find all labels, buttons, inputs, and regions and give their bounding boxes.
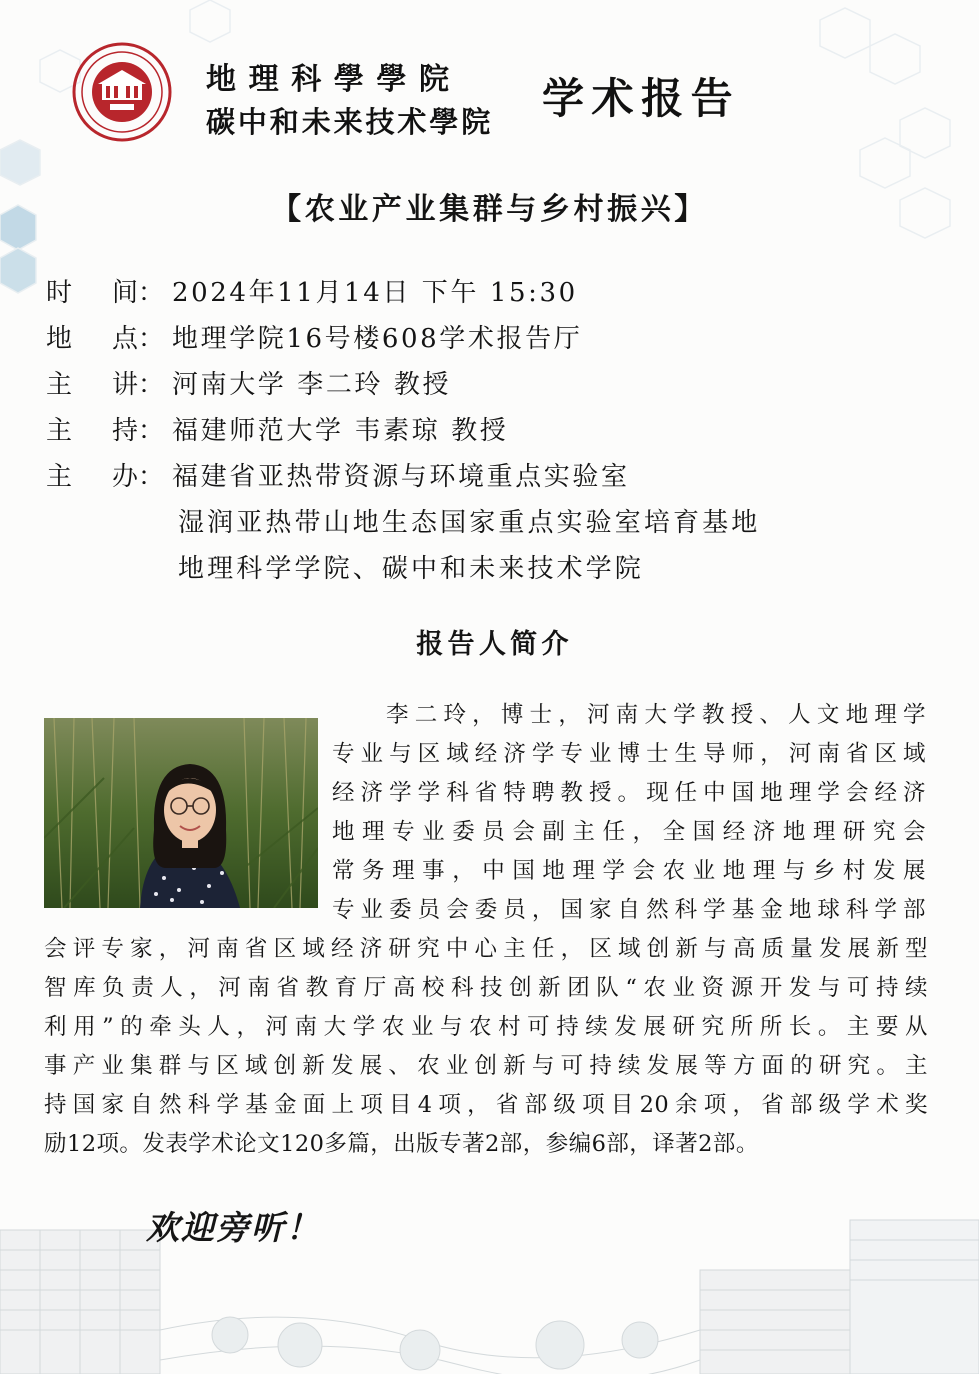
info-time-value: 2024年11月14日 下午 15:30: [172, 278, 578, 308]
info-organizer-label-a: 主: [46, 462, 73, 492]
bio-line: 李二玲，博士，河南大学教授、人文地理学: [386, 702, 926, 728]
info-place: [46, 318, 582, 355]
bio-line: 会评专家，河南省区域经济研究中心主任，区域创新与高质量发展新型: [44, 936, 928, 962]
info-host-label-a: 主: [46, 416, 73, 446]
info-organizer: [46, 456, 630, 493]
info-host-value: 福建师范大学 韦素琼 教授: [172, 416, 509, 446]
info-place-value: 地理学院16号楼608学术报告厅: [172, 324, 583, 354]
school-name-line1: 地理科學學院: [206, 62, 462, 97]
report-topic: 【农业产业集群与乡村振兴】: [271, 192, 708, 227]
speaker-photo: [44, 718, 318, 908]
info-organizer-line: 福建省亚热带资源与环境重点实验室: [172, 462, 630, 492]
bio-line: 专业委员会委员，国家自然科学基金地球科学部: [332, 897, 926, 923]
info-organizer-line: 湿润亚热带山地生态国家重点实验室培育基地: [178, 508, 761, 538]
info-time-label-b: 间：: [112, 278, 165, 308]
info-speaker-label-b: 讲：: [112, 370, 165, 400]
info-host: [46, 410, 508, 447]
info-place-label-b: 点：: [112, 324, 165, 354]
bio-line: 经济学学科省特聘教授。现任中国地理学会经济: [332, 780, 926, 806]
info-host-label-b: 持：: [112, 416, 165, 446]
report-title: 学术报告: [542, 74, 741, 123]
bio-line: 常务理事，中国地理学会农业地理与乡村发展: [332, 858, 926, 884]
info-place-label-a: 地: [46, 324, 73, 354]
bio-line: 励12项。发表学术论文120多篇，出版专著2部，参编6部，译著2部。: [44, 1131, 759, 1157]
bio-line: 智库负责人，河南省教育厅高校科技创新团队“农业资源开发与可持续: [44, 975, 928, 1001]
bio-heading: 报告人简介: [416, 629, 573, 660]
info-time-label-a: 时: [46, 278, 73, 308]
info-speaker: [46, 364, 451, 401]
bio-line: 地理专业委员会副主任，全国经济地理研究会: [332, 819, 926, 845]
bio-line: 专业与区域经济学专业博士生导师，河南省区域: [332, 741, 926, 767]
info-time: [46, 272, 578, 309]
school-name-line2: 碳中和未来技术學院: [206, 105, 494, 139]
bio-line: 事产业集群与区域创新发展、农业创新与可持续发展等方面的研究。主: [44, 1053, 928, 1079]
info-organizer-line: 地理科学学院、碳中和未来技术学院: [178, 554, 644, 584]
info-organizer-label-b: 办：: [112, 462, 165, 492]
university-seal-logo: [72, 42, 172, 142]
info-speaker-value: 河南大学 李二玲 教授: [172, 370, 452, 400]
welcome-text: 欢迎旁听！: [146, 1208, 321, 1247]
bio-line: 利用”的牵头人，河南大学农业与农村可持续发展研究所所长。主要从: [44, 1014, 928, 1040]
info-speaker-label-a: 主: [46, 370, 73, 400]
bio-line: 持国家自然科学基金面上项目4项，省部级项目20余项，省部级学术奖: [44, 1092, 928, 1118]
